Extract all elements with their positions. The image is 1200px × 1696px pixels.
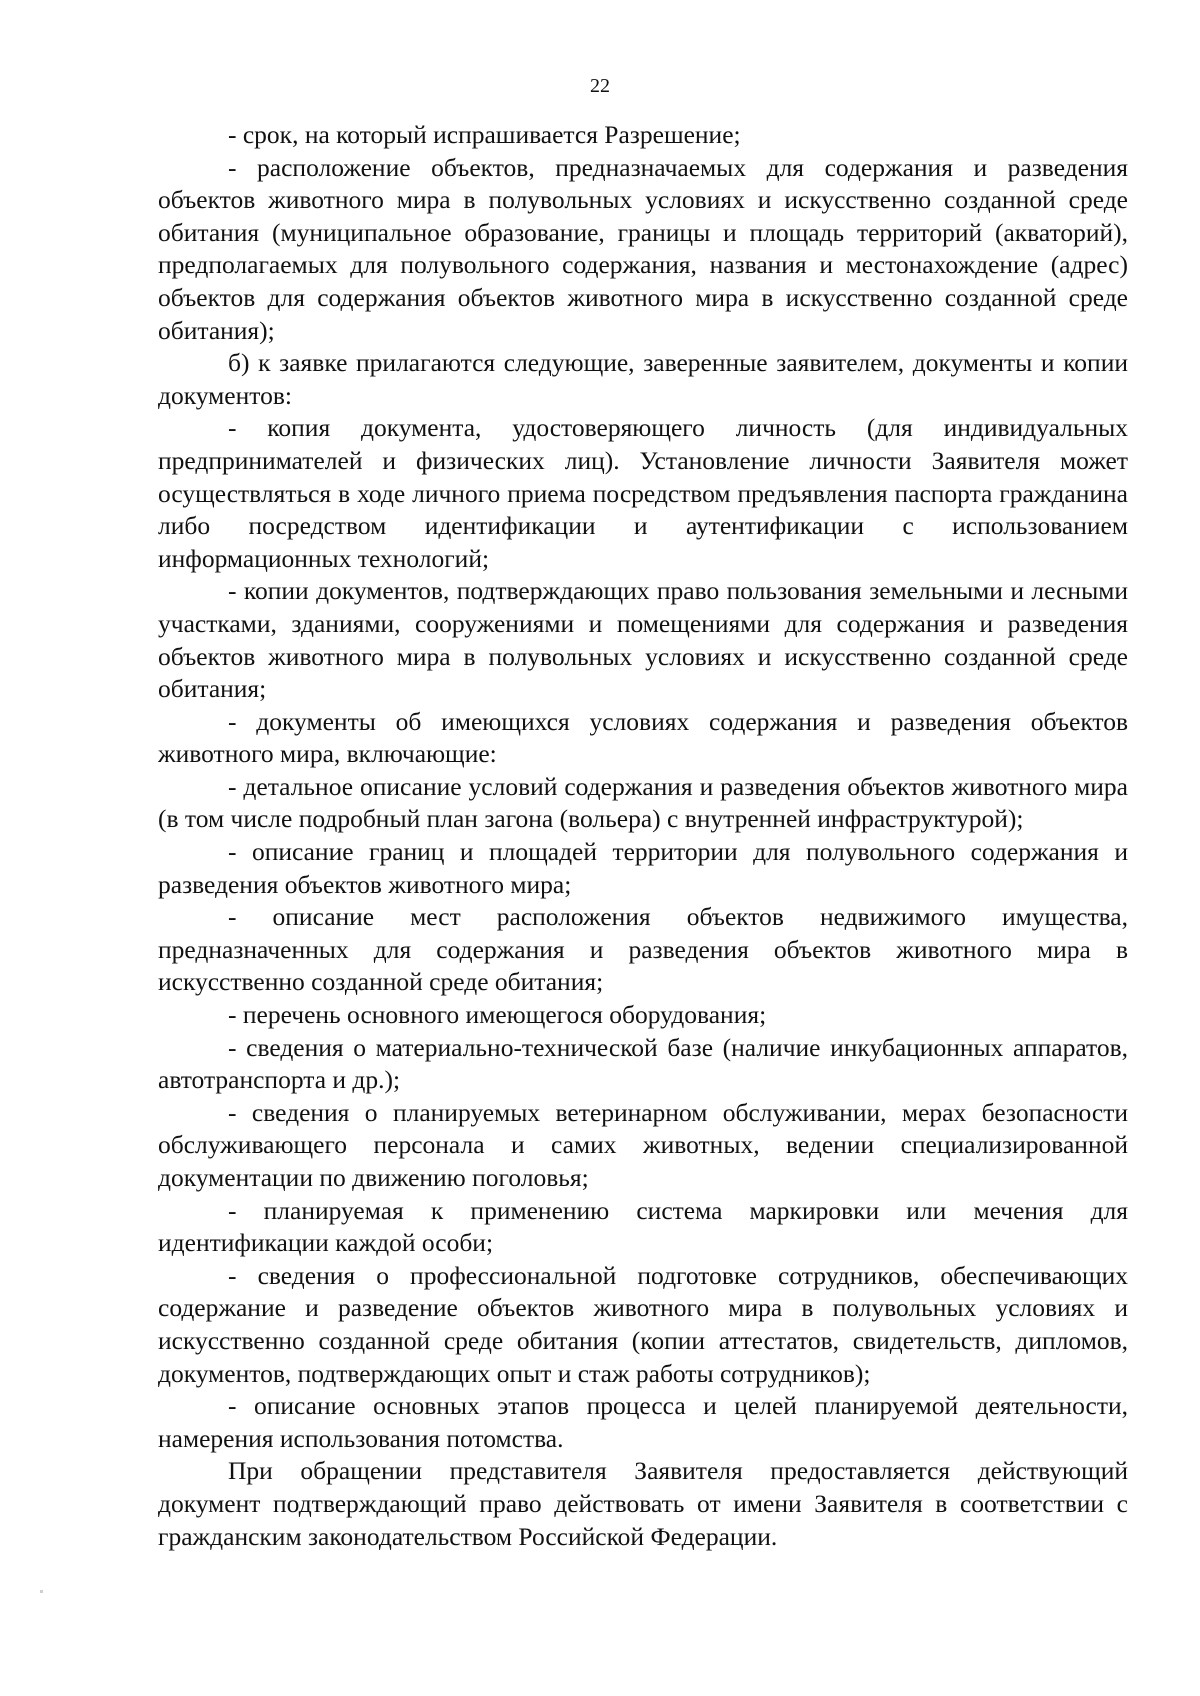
paragraph: - описание мест расположения объектов недвижимого имущества, предназначенных для содержания и разведения объектов животного мира в искусственно созданной среде обитания; (158, 902, 1128, 997)
paragraph: - описание основных этапов процесса и целей планируемой деятельности, намерения использования потомства. (158, 1391, 1128, 1453)
paragraph: При обращении представителя Заявителя предоставляется действующий документ подтверждающий право действовать от имени Заявителя в соответствии с гражданским законодательством Российской Федерации. (158, 1456, 1128, 1551)
scan-speck (40, 1590, 43, 1593)
paragraph: - копии документов, подтверждающих право пользования земельными и лесными участками, зданиями, сооружениями и помещениями для содержания и разведения объектов животного мира в полувольных условиях и искусственно созданной среде обитания; (158, 576, 1128, 704)
page-number: 22 (590, 75, 610, 97)
paragraph: - расположение объектов, предназначаемых для содержания и разведения объектов животного мира в полувольных условиях и искусственно созданной среде обитания (муниципальное образование, границы и площадь территорий (акваторий), предполагаемых для полувольного содержания, названия и местонахождение (адрес) объектов для содержания объектов животного мира в искусственно созданной среде обитания); (158, 152, 1128, 345)
paragraph: - сведения о планируемых ветеринарном обслуживании, мерах безопасности обслуживающего персонала и самих животных, ведении специализированной документации по движению поголовья; (158, 1097, 1128, 1192)
paragraph: - описание границ и площадей территории для полувольного содержания и разведения объектов животного мира; (158, 837, 1128, 899)
paragraph: - сведения о профессиональной подготовке сотрудников, обеспечивающих содержание и разведение объектов животного мира в полувольных условиях и искусственно созданной среде обитания (копии аттестатов, свидетельств, дипломов, документов, подтверждающих опыт и стаж работы сотрудников); (158, 1260, 1128, 1388)
paragraph: - сведения о материально-технической базе (наличие инкубационных аппаратов, автотранспорта и др.); (158, 1032, 1128, 1095)
document-body (158, 119, 1128, 1553)
paragraph: - планируемая к применению система маркировки или мечения для идентификации каждой особи; (158, 1195, 1128, 1258)
paragraph: - перечень основного имеющегося оборудования; (228, 1000, 767, 1030)
paragraph: - срок, на который испрашивается Разрешение; (228, 120, 741, 149)
paragraph: - детальное описание условий содержания и разведения объектов животного мира (в том числе подробный план загона (вольера) с внутренней инфраструктурой); (158, 771, 1128, 834)
paragraph: - копия документа, удостоверяющего личность (для индивидуальных предпринимателей и физических лиц). Установление личности Заявителя может осуществляться в ходе личного приема посредством предъявления паспорта гражданина либо посредством идентификации и аутентификации с использованием информационных технологий; (158, 413, 1128, 573)
paragraph: б) к заявке прилагаются следующие, заверенные заявителем, документы и копии документов: (158, 348, 1128, 410)
paragraph: - документы об имеющихся условиях содержания и разведения объектов животного мира, включающие: (158, 706, 1128, 769)
